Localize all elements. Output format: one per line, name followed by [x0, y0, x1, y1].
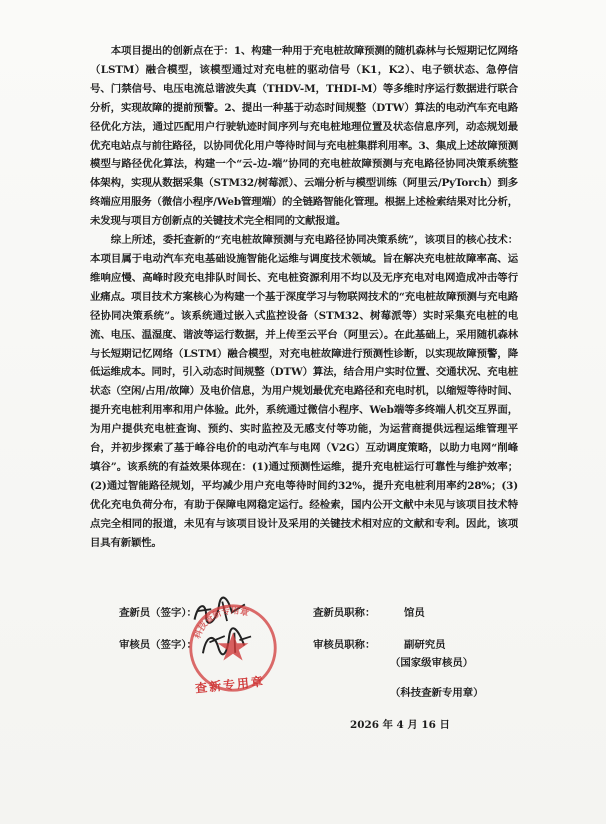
reviewer-note: （国家级审核员） [390, 657, 474, 669]
searcher-title: 馆员 [404, 607, 425, 619]
seal-ring-text: 科技查新专用章 [192, 606, 250, 641]
report-date: 2026 年 4 月 16 日 [350, 719, 450, 731]
seal-center-label: 查新专用章 [194, 674, 266, 696]
reviewer-signature-label: 审核员（签字）： [119, 639, 197, 651]
paragraph-conclusion: 综上所述，委托查新的“充电桩故障预测与充电路径协同决策系统”，该项目的核心技术：本项目属于电动汽车充电基础设施智能化运维与调度技术领域。旨在解决充电桩故障率高、运维响应慢、高峰时段充电排队时间长、充电桩资源利用不均以及无序充电对电网造成冲击等行业痛点。项目技术方案核心为构建一个基于深度学习与物联网技术的“充电桩故障预测与充电路径协同决策系统”。该系统通过嵌入式监控设备（STM32、树莓派等）实时采集充电桩的电流、电压、温湿度、谐波等运行数据，并上传至云平台（阿里云）。在此基础上，采用随机森林与长短期记忆网络（LSTM）融合模型，对充电桩故障进行预测性诊断，以实现故障预警，降低运维成本。同时，引入动态时间规整（DTW）算法，结合用户实时位置、交通状况、充电桩状态（空闲/占用/故障）及电价信息，为用户规划最优充电路径和充电时机，以缩短等待时间、提升充电桩利用率和用户体验。此外，系统通过微信小程序、Web端等多终端人机交互界面，为用户提供充电桩查询、预约、实时监控及无感支付等功能，为运营商提供远程运维管理平台，并初步探索了基于峰谷电价的电动汽车与电网（V2G）互动调度策略，以助力电网“削峰填谷”。该系统的有益效果体现在：(1)通过预测性运维，提升充电桩运行可靠性与维护效率；(2)通过智能路径规划，平均减少用户充电等待时间约32%，提升充电桩利用率约28%；(3)优化充电负荷分布，有助于保障电网稳定运行。经检索，国内公开文献中未见与该项目技术特点完全相同的报道，未见有与该项目设计及采用的关键技术相对应的文献和专利。因此，该项目具有新颖性。 [90, 234, 518, 549]
reviewer-title: 副研究员 [404, 639, 446, 651]
searcher-signature-label: 查新员（签字）： [119, 607, 197, 619]
paragraph-innovations: 本项目提出的创新点在于：1、构建一种用于充电桩故障预测的随机森林与长短期记忆网络（LSTM）融合模型，该模型通过对充电桩的驱动信号（K1，K2）、电子锁状态、急停信号、门禁信号、电压电流总谐波失真（THDV-M，THDI-M）等多维时序运行数据进行联合分析，实现故障的提前预警。2、提出一种基于动态时间规整（DTW）算法的电动汽车充电路径优化方法，通过匹配用户行驶轨迹时间序列与充电桩地理位置及状态信息序列，动态规划最优充电站点与前往路径，以协同优化用户等待时间与充电桩集群利用率。3、集成上述故障预测模型与路径优化算法，构建一个“云-边-端”协同的充电桩故障预测与充电路径协同决策系统整体架构，实现从数据采集（STM32/树莓派）、云端分析与模型训练（阿里云/PyTorch）到多终端应用服务（微信小程序/Web管理端）的全链路智能化管理。根据上述检索结果对比分析，未发现与项目方创新点的关键技术完全相同的文献报道。 [90, 45, 518, 228]
searcher-title-label: 查新员职称： [313, 607, 376, 619]
seal-note: （科技查新专用章） [390, 687, 484, 699]
reviewer-title-label: 审核员职称： [313, 639, 376, 651]
report-body [90, 42, 518, 552]
